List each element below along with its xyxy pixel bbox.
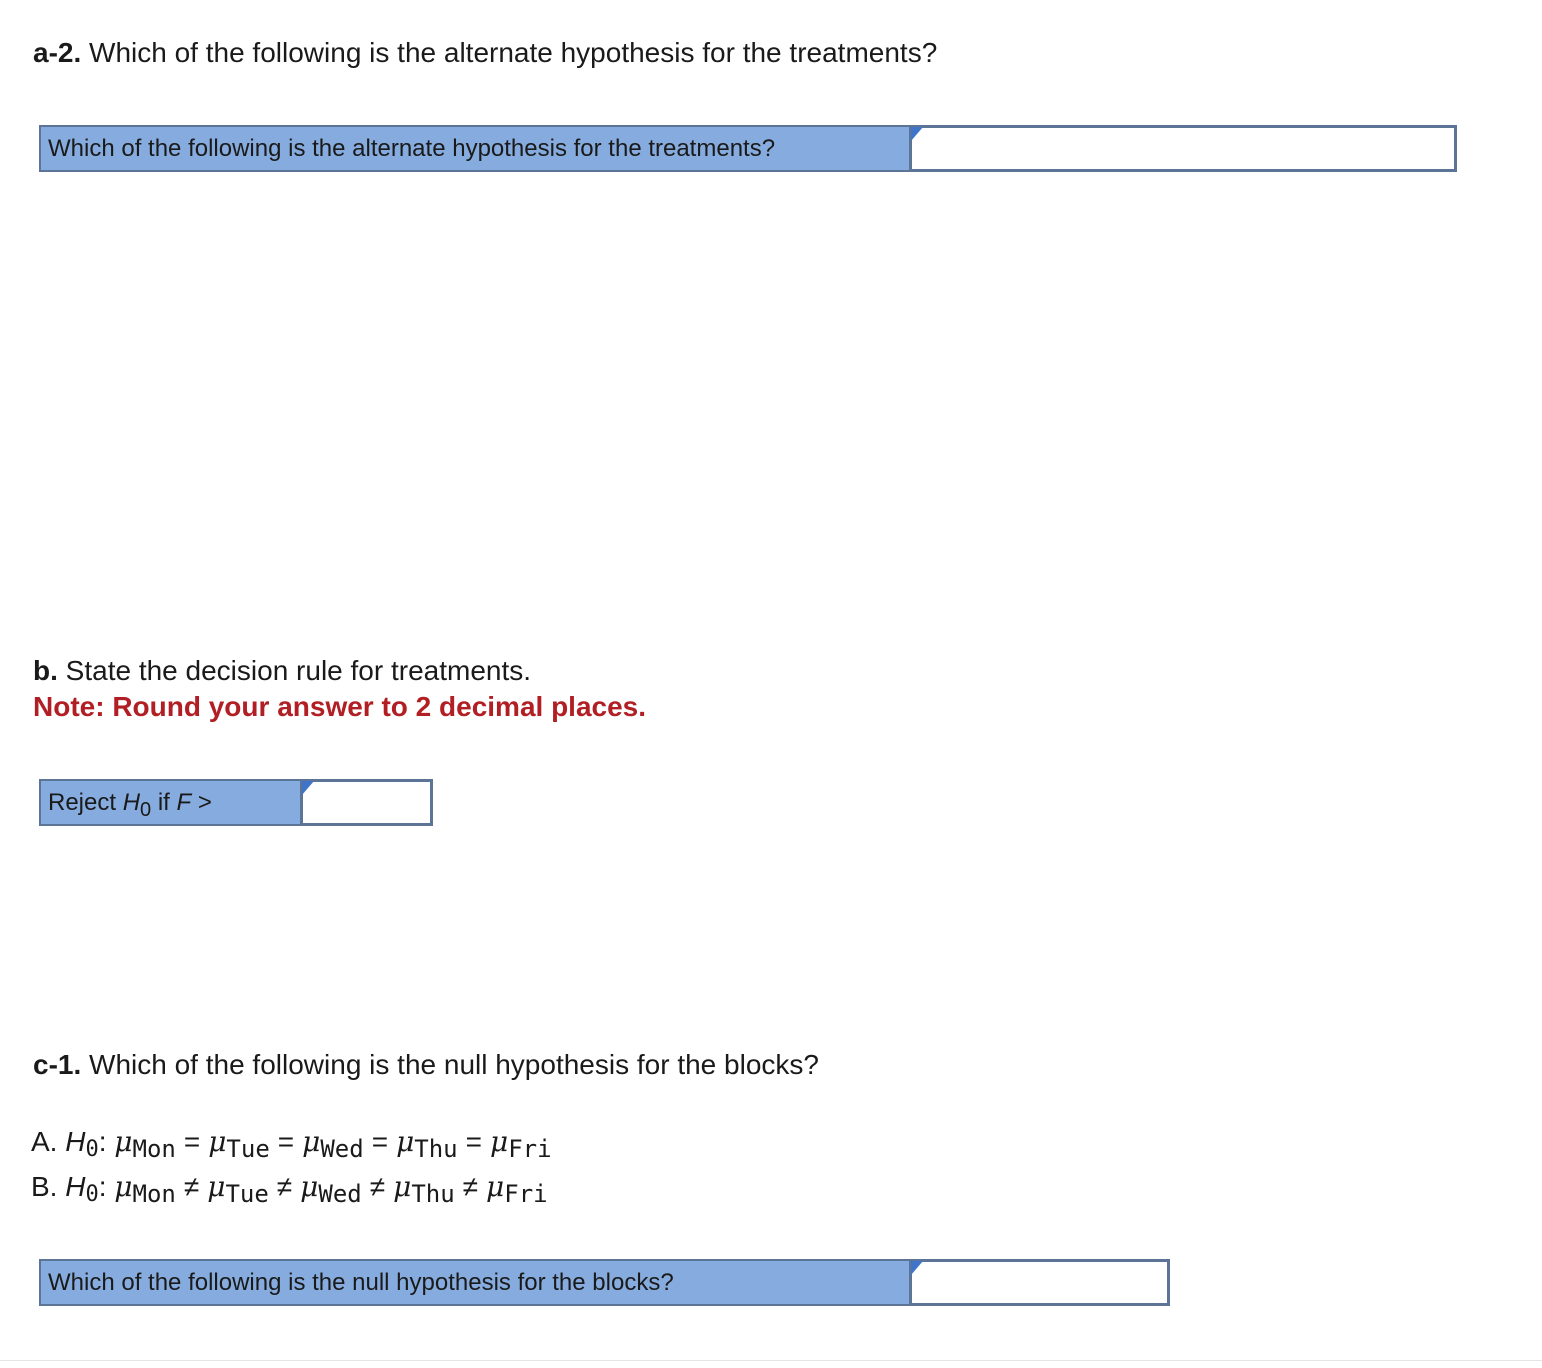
option-b-term-wed: Wed (318, 1180, 362, 1208)
option-b-h: H (65, 1171, 86, 1202)
input-corner-icon (302, 781, 314, 795)
option-a-letter: A. (31, 1126, 58, 1157)
answer-input-b[interactable] (300, 779, 433, 826)
dropdown-corner-icon (911, 1261, 923, 1275)
option-a-mu-3: μ (302, 1125, 321, 1158)
answer-label-a2: Which of the following is the alternate hypothesis for the treatments? (39, 125, 909, 172)
dropdown-corner-icon (911, 127, 923, 141)
option-a-mu-1: μ (114, 1125, 133, 1158)
option-b-h-sub: 0 (85, 1182, 99, 1207)
answer-label-b (39, 779, 300, 826)
option-a-colon: : (98, 1126, 107, 1157)
option-b-mu-1: μ (114, 1170, 133, 1203)
h-symbol: H (122, 789, 141, 816)
option-a-op-1: = (183, 1126, 201, 1157)
option-b-mu-5: μ (486, 1170, 505, 1203)
question-a2-prefix: a-2. (33, 37, 82, 68)
option-a-mu-2: μ (208, 1125, 227, 1158)
f-symbol: F (176, 789, 192, 816)
answer-dropdown-c1[interactable] (909, 1259, 1170, 1306)
option-b-mu-4: μ (393, 1170, 412, 1203)
options-list (31, 1121, 552, 1211)
option-b-op-1: ≠ (183, 1171, 200, 1202)
option-a-h: H (65, 1126, 86, 1157)
option-b (31, 1166, 552, 1211)
answer-dropdown-a2[interactable] (909, 125, 1457, 172)
option-a-op-3: = (371, 1126, 389, 1157)
answer-row-b (39, 779, 433, 826)
question-b-text: State the decision rule for treatments. (57, 655, 532, 686)
h-subscript: 0 (140, 799, 152, 821)
option-a-term-thu: Thu (414, 1135, 458, 1163)
question-a2-heading (33, 36, 937, 70)
question-c1-prefix: c-1. (33, 1049, 82, 1080)
option-b-letter: B. (31, 1171, 58, 1202)
question-b-prefix: b. (33, 655, 58, 686)
answer-row-a2 (39, 125, 1457, 172)
option-a-term-wed: Wed (320, 1135, 364, 1163)
option-a-h-sub: 0 (85, 1137, 99, 1162)
bottom-divider (0, 1360, 1542, 1361)
option-b-op-2: ≠ (276, 1171, 293, 1202)
question-c1-text: Which of the following is the null hypothesis for the blocks? (81, 1049, 819, 1080)
option-a-term-mon: Mon (132, 1135, 176, 1163)
option-b-term-fri: Fri (504, 1180, 548, 1208)
question-c1-heading (33, 1048, 819, 1082)
gt-text: > (191, 789, 212, 816)
question-a2-text: Which of the following is the alternate hypothesis for the treatments? (81, 37, 938, 68)
option-b-op-4: ≠ (462, 1171, 479, 1202)
option-a-mu-5: μ (489, 1125, 509, 1158)
question-b-heading (33, 654, 531, 688)
option-b-mu-3: μ (300, 1170, 319, 1203)
option-b-colon: : (98, 1171, 107, 1202)
option-b-term-mon: Mon (132, 1180, 176, 1208)
option-b-op-3: ≠ (369, 1171, 386, 1202)
option-a (31, 1121, 552, 1166)
option-b-term-thu: Thu (411, 1180, 455, 1208)
option-b-mu-2: μ (207, 1170, 226, 1203)
option-a-term-tue: Tue (226, 1135, 270, 1163)
answer-row-c1 (39, 1259, 1170, 1306)
reject-text: Reject (48, 789, 123, 816)
option-b-term-tue: Tue (225, 1180, 269, 1208)
option-a-mu-4: μ (396, 1125, 415, 1158)
option-a-op-4: = (465, 1126, 482, 1157)
answer-label-c1: Which of the following is the null hypothesis for the blocks? (39, 1259, 909, 1306)
option-a-op-2: = (277, 1126, 295, 1157)
if-text: if (151, 789, 177, 816)
rounding-note: Note: Round your answer to 2 decimal places. (33, 691, 647, 722)
option-a-term-fri: Fri (508, 1135, 552, 1163)
